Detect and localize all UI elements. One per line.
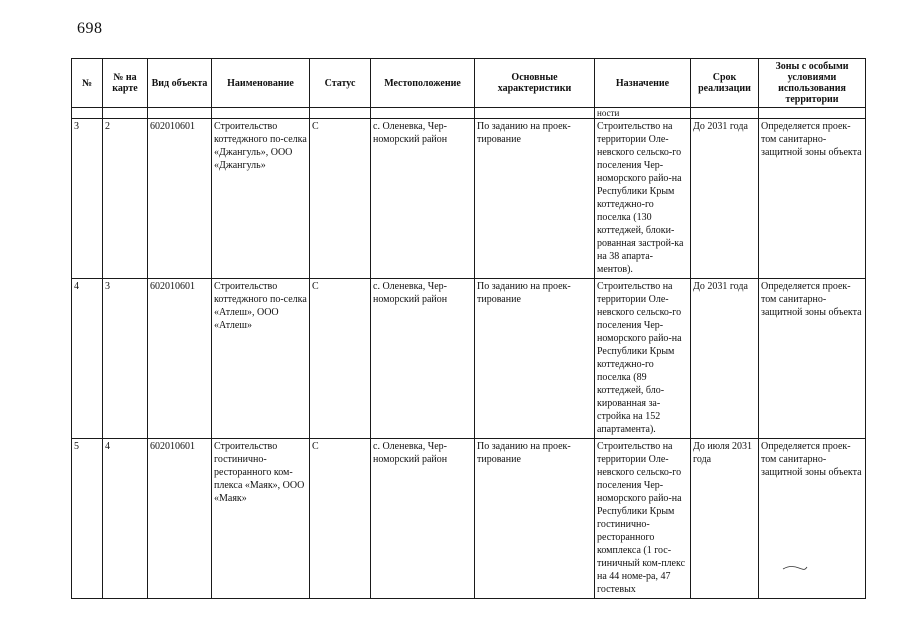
column-header-characteristics: Основные характеристики [475, 59, 595, 108]
pen-mark [782, 565, 808, 571]
cell-name: Строительство коттеджного по-селка «Атлеш», ООО «Атлеш» [212, 279, 310, 439]
cell-map-number: 2 [103, 119, 148, 279]
cell-status: С [310, 119, 371, 279]
registry-table [71, 58, 866, 599]
cell-purpose-continuation: ности [595, 108, 691, 119]
cell-deadline: До 2031 года [691, 279, 759, 439]
cell-zones: Определяется проек-том санитарно-защитной зоны объекта [759, 119, 866, 279]
cell-object-type: 602010601 [148, 439, 212, 599]
cell-purpose: Строительство на территории Оле-невского сельско-го поселения Чер-номорского райо-на Республики Крым коттеджно-го поселка (89 коттеджей, бло-кированная за-стройка на 152 апартамента). [595, 279, 691, 439]
cell-deadline: До 2031 года [691, 119, 759, 279]
column-header-zones: Зоны с особыми условиями использования территории [759, 59, 866, 108]
cell-object-type: 602010601 [148, 119, 212, 279]
cell-name: Строительство коттеджного по-селка «Джангуль», ООО «Джангуль» [212, 119, 310, 279]
cell-empty [148, 108, 212, 119]
cell-object-type: 602010601 [148, 279, 212, 439]
cell-deadline: До июля 2031 года [691, 439, 759, 599]
cell-empty [310, 108, 371, 119]
cell-number: 4 [72, 279, 103, 439]
cell-number: 3 [72, 119, 103, 279]
cell-characteristics: По заданию на проек-тирование [475, 279, 595, 439]
cell-empty [475, 108, 595, 119]
cell-number: 5 [72, 439, 103, 599]
cell-empty [103, 108, 148, 119]
cell-empty [691, 108, 759, 119]
cell-empty [72, 108, 103, 119]
column-header-object-type: Вид объекта [148, 59, 212, 108]
column-header-deadline: Срок реализации [691, 59, 759, 108]
cell-purpose: Строительство на территории Оле-невского сельско-го поселения Чер-номорского райо-на Республики Крым коттеджно-го поселка (130 коттеджей, блоки-рованная застрой-ка на 38 апарта-ментов). [595, 119, 691, 279]
continuation-row [72, 108, 866, 119]
cell-map-number: 3 [103, 279, 148, 439]
cell-zones: Определяется проек-том санитарно-защитной зоны объекта [759, 279, 866, 439]
column-header-location: Местоположение [371, 59, 475, 108]
cell-name: Строительство гостинично-ресторанного ком-плекса «Маяк», ООО «Маяк» [212, 439, 310, 599]
cell-status: С [310, 279, 371, 439]
cell-characteristics: По заданию на проек-тирование [475, 119, 595, 279]
cell-purpose: Строительство на территории Оле-невского сельско-го поселения Чер-номорского райо-на Республики Крым гостинично-ресторанного комплекса (1 гос-тиничный ком-плекс на 44 номе-ра, 47 гостевых [595, 439, 691, 599]
table-row [72, 279, 866, 439]
cell-location: с. Оленевка, Чер-номорский район [371, 439, 475, 599]
column-header-number: № [72, 59, 103, 108]
cell-location: с. Оленевка, Чер-номорский район [371, 119, 475, 279]
column-header-map-number: № на карте [103, 59, 148, 108]
header-row [72, 59, 866, 108]
cell-empty [759, 108, 866, 119]
cell-location: с. Оленевка, Чер-номорский район [371, 279, 475, 439]
cell-characteristics: По заданию на проек-тирование [475, 439, 595, 599]
column-header-name: Наименование [212, 59, 310, 108]
cell-map-number: 4 [103, 439, 148, 599]
table-row [72, 119, 866, 279]
table-row [72, 439, 866, 599]
cell-status: С [310, 439, 371, 599]
cell-zones: Определяется проек-том санитарно-защитной зоны объекта [759, 439, 866, 599]
column-header-status: Статус [310, 59, 371, 108]
cell-empty [212, 108, 310, 119]
page-number: 698 [77, 20, 103, 37]
column-header-purpose: Назначение [595, 59, 691, 108]
cell-empty [371, 108, 475, 119]
